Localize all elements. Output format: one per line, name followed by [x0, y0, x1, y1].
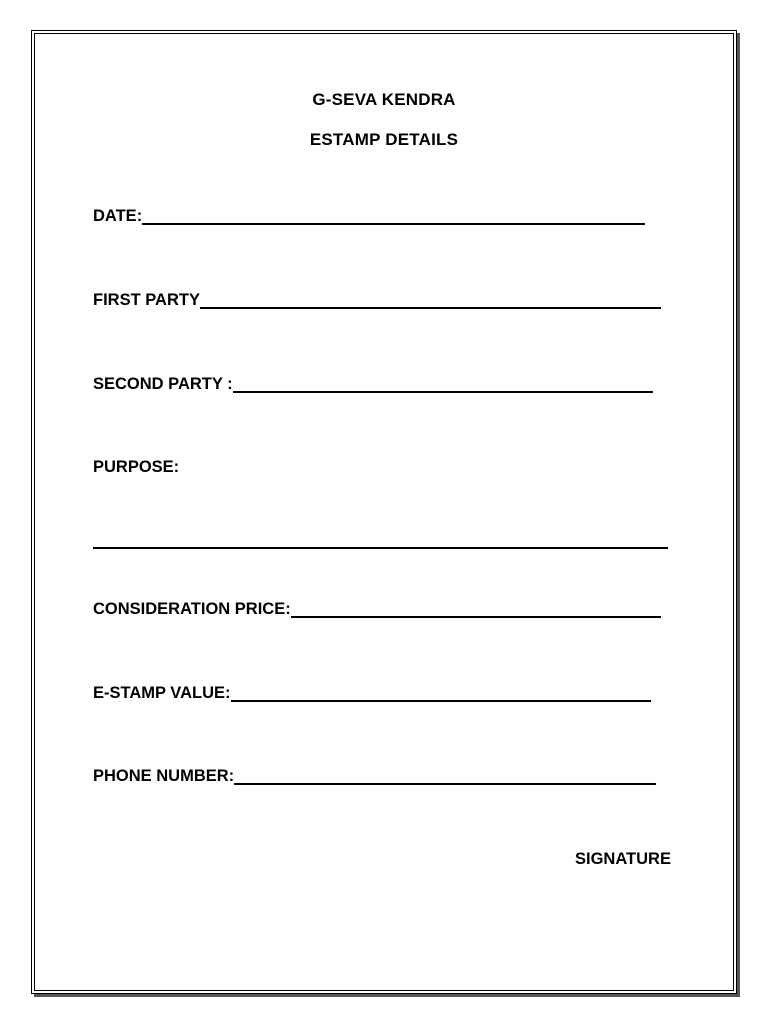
date-blank-line[interactable]	[142, 207, 645, 225]
consideration-price-blank-line[interactable]	[291, 600, 661, 618]
form-title: G-SEVA KENDRA	[312, 90, 456, 109]
date-field	[93, 207, 645, 226]
consideration-price-field	[93, 600, 661, 619]
form-subtitle: ESTAMP DETAILS	[309, 130, 459, 149]
first-party-field	[93, 291, 661, 310]
date-label: DATE:	[93, 207, 143, 225]
phone-number-blank-line[interactable]	[234, 767, 656, 785]
purpose-blank-line[interactable]	[93, 531, 668, 549]
estamp-value-label: E-STAMP VALUE:	[93, 684, 231, 702]
purpose-line-field	[93, 531, 668, 550]
purpose-label: PURPOSE:	[93, 458, 180, 476]
second-party-blank-line[interactable]	[233, 375, 653, 393]
phone-number-label: PHONE NUMBER:	[93, 767, 235, 785]
second-party-label: SECOND PARTY :	[93, 375, 233, 393]
purpose-field	[93, 458, 179, 477]
first-party-label: FIRST PARTY	[93, 291, 200, 309]
signature-label: SIGNATURE	[575, 850, 671, 868]
estamp-value-blank-line[interactable]	[231, 684, 651, 702]
estamp-value-field	[93, 684, 651, 703]
consideration-price-label: CONSIDERATION PRICE:	[93, 600, 291, 618]
phone-number-field	[93, 767, 656, 786]
page-border-inner	[34, 33, 734, 991]
second-party-field	[93, 375, 653, 394]
first-party-blank-line[interactable]	[200, 291, 661, 309]
